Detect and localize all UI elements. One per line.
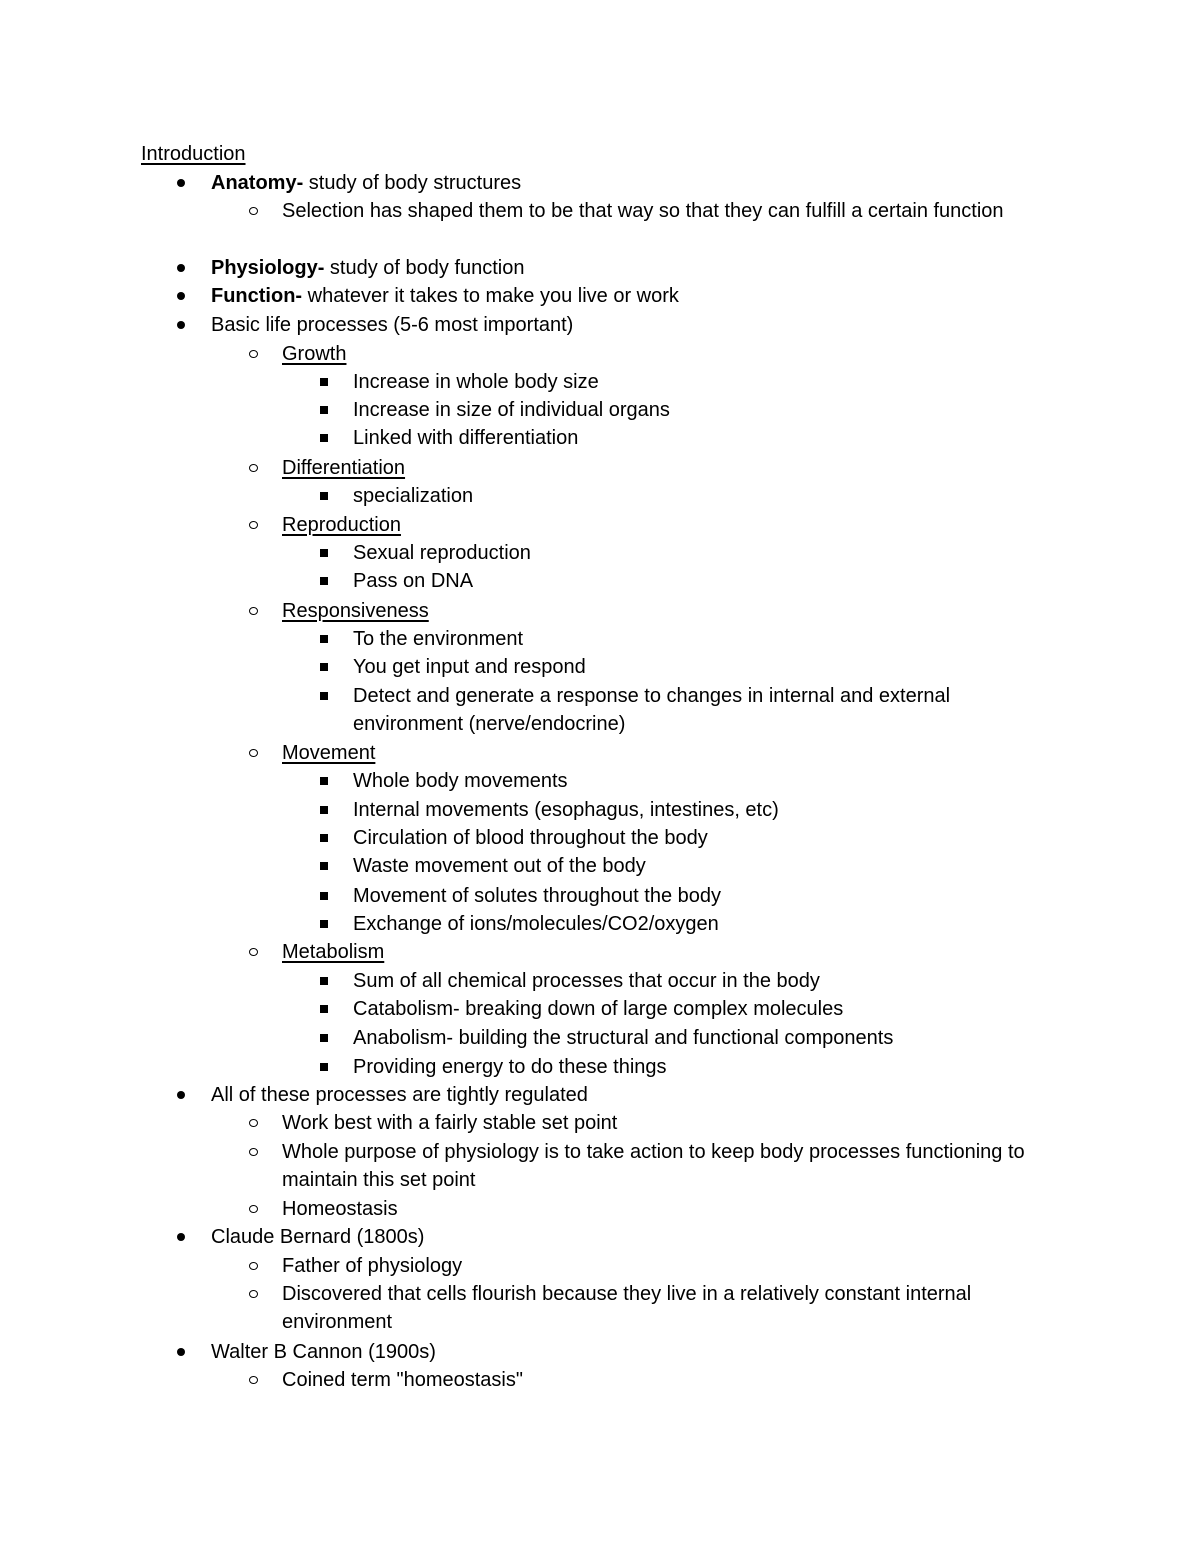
- bullet-square-icon: [314, 1053, 334, 1081]
- subheading-text: Growth: [282, 343, 347, 365]
- list-item: [353, 995, 1073, 1023]
- list-item-text: Work best with a fairly stable set point: [282, 1112, 618, 1134]
- subheading-responsiveness: [282, 597, 1082, 625]
- bullet-circle-icon: [243, 597, 263, 625]
- list-item-text: Discovered that cells flourish because they live in a relatively constant internal environment: [282, 1283, 972, 1334]
- list-item: [282, 1109, 1082, 1137]
- bullet-square-icon: [314, 1024, 334, 1052]
- list-item: [353, 539, 1073, 567]
- list-item-text: Increase in size of individual organs: [353, 399, 670, 421]
- bullet-dot-icon: [171, 1081, 191, 1109]
- subheading-differentiation: [282, 454, 1082, 482]
- list-item: [353, 396, 1073, 424]
- list-item: [282, 1280, 1042, 1337]
- list-item: [282, 1252, 1082, 1280]
- list-item-text: Linked with differentiation: [353, 427, 579, 449]
- list-item-text: Whole body movements: [353, 770, 568, 792]
- subheading-text: Responsiveness: [282, 600, 429, 622]
- term-label: Anatomy-: [211, 172, 304, 194]
- list-item: [282, 197, 1082, 225]
- term-definition: study of body function: [324, 257, 525, 279]
- bullet-dot-icon: [171, 254, 191, 282]
- bullet-dot-icon: [171, 311, 191, 339]
- bullet-circle-icon: [243, 1366, 263, 1394]
- list-item-text: To the environment: [353, 628, 524, 650]
- list-item-text: specialization: [353, 485, 474, 507]
- list-item-text: Selection has shaped them to be that way so that they can fulfill a certain function: [282, 200, 1004, 222]
- bullet-circle-icon: [243, 340, 263, 368]
- bullet-square-icon: [314, 995, 334, 1023]
- list-item: [211, 169, 1091, 197]
- section-title: Introduction: [141, 143, 246, 165]
- list-item: [211, 254, 1091, 282]
- list-item: [353, 482, 1073, 510]
- list-item-text: Pass on DNA: [353, 570, 474, 592]
- bullet-square-icon: [314, 882, 334, 910]
- list-item-text: Basic life processes (5-6 most important): [211, 314, 574, 336]
- list-item: [353, 368, 1073, 396]
- subheading-metabolism: [282, 938, 1082, 966]
- list-item-text: Sexual reproduction: [353, 542, 531, 564]
- bullet-circle-icon: [243, 197, 263, 225]
- list-item-text: Anabolism- building the structural and functional components: [353, 1027, 894, 1049]
- bullet-dot-icon: [171, 1223, 191, 1251]
- list-item-text: Catabolism- breaking down of large complex molecules: [353, 998, 844, 1020]
- bullet-square-icon: [314, 396, 334, 424]
- bullet-square-icon: [314, 653, 334, 681]
- list-item: [353, 852, 1073, 880]
- bullet-circle-icon: [243, 454, 263, 482]
- list-item-text: You get input and respond: [353, 656, 586, 678]
- bullet-dot-icon: [171, 1338, 191, 1366]
- list-item: [353, 1024, 1073, 1052]
- subheading-text: Reproduction: [282, 514, 401, 536]
- bullet-square-icon: [314, 824, 334, 852]
- bullet-circle-icon: [243, 1109, 263, 1137]
- subheading-text: Metabolism: [282, 941, 385, 963]
- bullet-dot-icon: [171, 169, 191, 197]
- term-label: Physiology-: [211, 257, 325, 279]
- bullet-square-icon: [314, 424, 334, 452]
- list-item: [353, 625, 1073, 653]
- list-item-text: Circulation of blood throughout the body: [353, 827, 708, 849]
- list-item: [353, 767, 1073, 795]
- list-item-text: Homeostasis: [282, 1198, 398, 1220]
- bullet-circle-icon: [243, 511, 263, 539]
- list-item-text: Detect and generate a response to changes in internal and external environment (nerve/endocrine): [353, 685, 951, 736]
- list-item-text: All of these processes are tightly regulated: [211, 1084, 588, 1106]
- list-item: [282, 1138, 1082, 1195]
- subheading-reproduction: [282, 511, 1082, 539]
- list-item-text: Internal movements (esophagus, intestines, etc): [353, 799, 779, 821]
- list-item: [211, 1223, 1091, 1251]
- bullet-circle-icon: [243, 1138, 263, 1166]
- list-item-text: Exchange of ions/molecules/CO2/oxygen: [353, 913, 719, 935]
- bullet-square-icon: [314, 967, 334, 995]
- list-item: [211, 1081, 1091, 1109]
- list-item: [282, 1366, 1082, 1394]
- list-item: [353, 910, 1073, 938]
- bullet-dot-icon: [171, 282, 191, 310]
- list-item: [282, 1195, 1082, 1223]
- list-item-text: Whole purpose of physiology is to take action to keep body processes functioning to maintain this set point: [282, 1141, 1025, 1192]
- list-item-text: Increase in whole body size: [353, 371, 599, 393]
- bullet-circle-icon: [243, 1252, 263, 1280]
- bullet-square-icon: [314, 368, 334, 396]
- bullet-circle-icon: [243, 938, 263, 966]
- list-item: [353, 653, 1073, 681]
- list-item: [353, 824, 1073, 852]
- subheading-growth: [282, 340, 1082, 368]
- bullet-square-icon: [314, 539, 334, 567]
- list-item-text: Father of physiology: [282, 1255, 463, 1277]
- term-label: Function-: [211, 285, 303, 307]
- bullet-square-icon: [314, 910, 334, 938]
- bullet-square-icon: [314, 796, 334, 824]
- list-item: [353, 682, 1013, 739]
- list-item-text: Coined term "homeostasis": [282, 1369, 523, 1391]
- list-item: [211, 311, 1091, 339]
- bullet-circle-icon: [243, 739, 263, 767]
- bullet-square-icon: [314, 567, 334, 595]
- list-item: [353, 882, 1073, 910]
- bullet-square-icon: [314, 852, 334, 880]
- list-item-text: Claude Bernard (1800s): [211, 1226, 425, 1248]
- bullet-circle-icon: [243, 1280, 263, 1308]
- subheading-text: Movement: [282, 742, 376, 764]
- list-item-text: Sum of all chemical processes that occur in the body: [353, 970, 820, 992]
- bullet-square-icon: [314, 482, 334, 510]
- list-item-text: Movement of solutes throughout the body: [353, 885, 722, 907]
- list-item-text: Providing energy to do these things: [353, 1056, 667, 1078]
- bullet-square-icon: [314, 767, 334, 795]
- list-item: [211, 282, 1091, 310]
- bullet-square-icon: [314, 682, 334, 710]
- subheading-movement: [282, 739, 1082, 767]
- list-item: [353, 1053, 1073, 1081]
- list-item-text: Waste movement out of the body: [353, 855, 646, 877]
- list-item: [353, 796, 1073, 824]
- bullet-circle-icon: [243, 1195, 263, 1223]
- list-item: [353, 424, 1073, 452]
- list-item: [353, 567, 1073, 595]
- bullet-square-icon: [314, 625, 334, 653]
- list-item: [353, 967, 1073, 995]
- subheading-text: Differentiation: [282, 457, 406, 479]
- list-item-text: Walter B Cannon (1900s): [211, 1341, 436, 1363]
- term-definition: whatever it takes to make you live or work: [302, 285, 679, 307]
- list-item: [211, 1338, 1091, 1366]
- term-definition: study of body structures: [303, 172, 522, 194]
